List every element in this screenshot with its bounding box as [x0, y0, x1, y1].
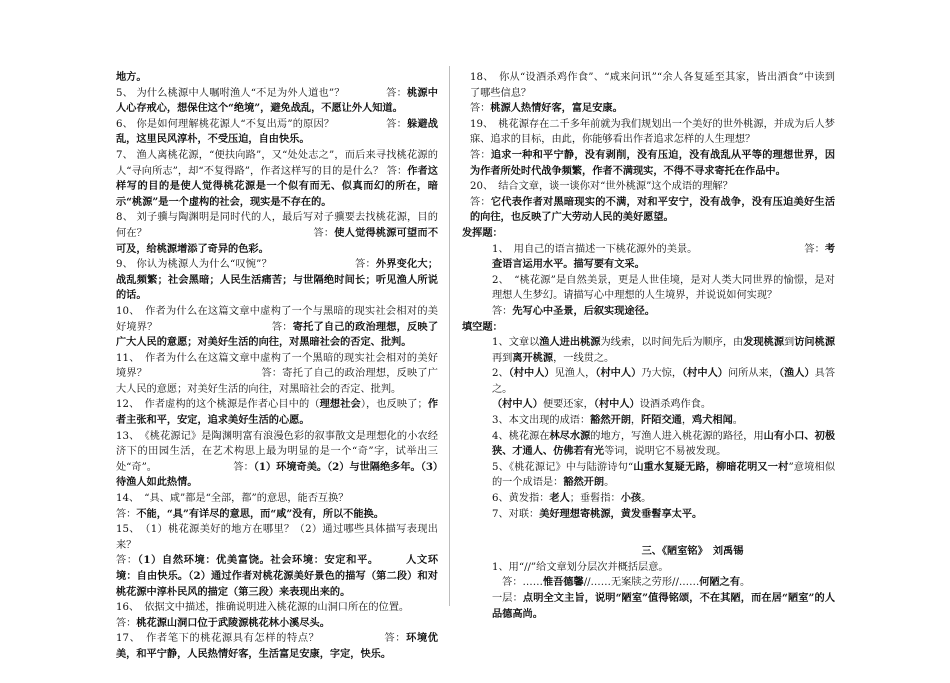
answer-text: 发现桃源 [743, 336, 785, 349]
question-text: 为线索，以时间先后为顺序，由 [600, 337, 744, 349]
question-text: ），也反映了； [360, 399, 428, 411]
question-item [470, 148, 835, 179]
question-text: 4、桃花源在 [492, 430, 550, 442]
answer-text: 山有小口、初极狭、才通人、仿佛若有光 [492, 429, 836, 458]
question-text: 答： [470, 149, 491, 161]
question-item [116, 522, 438, 553]
answer-text: 桃源人热情好客，富足安康。 [490, 102, 623, 115]
question-item [116, 148, 438, 210]
question-text: 答： [492, 305, 513, 317]
question-text: 。 [641, 493, 652, 505]
question-text: 答：…… [492, 577, 543, 589]
question-text: 。 [740, 577, 751, 589]
section-heading-fill: 填空题： [462, 320, 503, 333]
loushiming-item [470, 575, 835, 591]
answer-text: 桃花源山洞口位于武陵源桃花林小溪尽头。 [136, 616, 330, 629]
answer-text: 豁然开朗 [590, 414, 631, 427]
question-item [116, 631, 438, 662]
question-text: 12、 作者虚构的这个桃源是作者心目中的（ [116, 399, 320, 411]
develop-item [470, 273, 835, 304]
question-text: 便要还家， [542, 399, 594, 411]
question-text: 具答之。 [492, 368, 836, 395]
column-divider [449, 66, 450, 606]
answer-text: 渔人进出桃源 [539, 336, 601, 349]
question-item [116, 70, 438, 86]
answer-text: 理想社会 [319, 398, 361, 411]
answer-text: （1）环境奇美。（2）与世隔绝多年。（3）待渔人如此热情。 [116, 460, 439, 489]
fill-item [470, 429, 835, 460]
question-item [116, 553, 438, 600]
question-text: 。 [604, 477, 615, 489]
question-text: ”意境相似的一个成语是： [492, 461, 836, 489]
question-text: 6、黄发指： [492, 493, 550, 505]
answer-text: （1）自然环境：优美富饶。社会环境：安定和平。 人文环境：自由快乐。（2）通过作者对桃花源美好景色的描写（第二段）和对桃花源中淳朴民风的描定（第三段）来表现出来的。 [116, 554, 439, 598]
question-text: 等词，说明它不易被发现。 [604, 446, 727, 458]
answer-text: 寄托了自己的政治理想，反映了广大人民的意愿；对美好生活的向往，对黑暗社会的否定、批判。 [116, 320, 439, 349]
question-text: 6、 你是如何理解桃花源人“不复出焉”的原因？ 答： [116, 118, 408, 130]
answer-text: 山重水复疑无路，柳暗花明又一村 [633, 460, 789, 473]
question-text: 再到 [492, 352, 513, 364]
question-text: 18、 你从“设酒杀鸡作食”、“咸来问讯”“余人各复延至其家，皆出酒食”中读到了哪些信息？ [470, 72, 835, 99]
answer-text: 鸡犬相闻 [692, 414, 733, 427]
question-item [116, 257, 438, 304]
left-column [116, 70, 438, 663]
answer-text: 阡陌交通 [641, 414, 682, 427]
question-item [116, 210, 438, 257]
question-text: 答： [116, 508, 137, 520]
answer-text: 外界变化大；战乱频繁；社会黑暗；人民生活痛苦；与世隔绝时间长；听见渔人所说的话。 [116, 258, 439, 302]
answer-text: 环境优美，和平宁静，人民热情好客，生活富足安康，字定，快乐。 [116, 632, 438, 660]
question-item [470, 179, 835, 195]
answer-text: 追求一种和平宁静，没有剥削，没有压迫，没有战乱从平等的理想世界，因为作者所处时代战争频繁，作者不满现实，不得不寻求寄托在作品中。 [470, 148, 836, 177]
answer-text: （村中人） [508, 367, 555, 380]
question-item [116, 397, 438, 428]
answer-text: （渔人） [778, 367, 815, 380]
question-text: 1、用“//”给文章划分层次并概括层意。 [492, 561, 669, 573]
question-text: 答： [470, 196, 491, 208]
fill-item [470, 366, 835, 397]
question-item [116, 429, 438, 491]
question-text: 乃大惊， [641, 368, 683, 380]
answer-text: 它代表作者对黑暗现实的不满，对和平安宁，没有战争，没有压迫美好生活的向往，也反映了广大劳动人民的美好愿望。 [470, 195, 836, 224]
question-text: 17、 作者笔下的桃花源具有怎样的特点？ 答： [116, 633, 407, 645]
question-text: 见渔人， [554, 368, 596, 380]
fill-item [470, 491, 835, 507]
question-text: ， [630, 415, 642, 427]
answer-text: （村中人） [593, 398, 640, 411]
answer-text: 点明全文主旨，说明“陋室”值得铭颂，不在其陋，而在居“陋室”的人品德高尚。 [492, 592, 836, 620]
answer-text: 考查语言运用水平。描写要有文采。 [492, 242, 835, 271]
question-text: //……无案牍之劳形//…… [583, 577, 700, 589]
question-text: 2、 “桃花源”是自然美景，更是人世佳境，是对人类大同世界的愉憬，是对理想人生梦幻。请描写心中理想的人生境界，并说说如何实现？ [492, 274, 835, 302]
fill-item [470, 413, 835, 429]
question-text: 13、 《桃花源记》是陶渊明富有浪漫色彩的叙事散文是理想化的小农经济下的田园生活，在艺术构思上最为明显的是一个“奇”字，试举出三处“奇”。 答： [116, 430, 438, 473]
question-text: ，一线贯之。 [553, 352, 615, 364]
answer-text: 小孩 [620, 492, 642, 505]
fill-item [470, 335, 835, 366]
question-text: 7、 渔人离桃花源，“便扶向路”，又“处处志之”，而后来寻找桃花源的人“寻向所志”，却“不复得路”，作者这样写的目的是什么？ 答： [116, 149, 438, 177]
loushiming-item [470, 560, 835, 576]
fill-item [470, 397, 835, 413]
question-text: ；垂髫指： [569, 493, 621, 505]
question-text: 15、 （1）桃花源美好的地方在哪里？（2）通过哪些具体描写表现出来？ [116, 524, 438, 551]
question-text: 19、 桃花源存在二千多年前就为我们规划出一个美好的世外桃源，并成为后人梦寐、追求的目标，由此，你能够看出作者追求怎样的人生理想？ [470, 118, 835, 146]
question-item [116, 351, 438, 398]
question-item [116, 86, 438, 117]
develop-item [470, 304, 835, 320]
question-text: 3、本文出现的成语： [492, 415, 591, 427]
question-text: 的地方，写渔人进入桃花源的路径，用 [590, 430, 764, 442]
answer-text: 先写心中圣景，后叙实现途径。 [512, 304, 655, 317]
answer-text: 地方。 [116, 71, 147, 83]
question-text: 。 [732, 415, 743, 427]
question-text: 1、文章以 [492, 337, 540, 349]
question-text: 16、 依据文中描述，推确说明进入桃花源的山洞口所在的位置。 [116, 602, 410, 614]
question-item [116, 600, 438, 616]
fill-item [470, 507, 835, 523]
question-text: 7、对联： [492, 508, 540, 520]
develop-item [470, 242, 835, 273]
answer-text: （村中人） [595, 367, 642, 380]
answer-text: 访问桃源 [794, 336, 836, 349]
answer-text: 惟吾德馨 [542, 576, 584, 589]
answer-text: 使人觉得桃源可望而不可及，给桃源增添了奇异的色彩。 [116, 226, 439, 255]
question-item [116, 616, 438, 632]
answer-text: 作者主张和平，安定，追求美好生活的心愿。 [116, 398, 439, 427]
question-text: 1、 用自己的语言描述一下桃花源外的美景。 答： [492, 243, 825, 255]
question-text: 5、《桃花源记》中与陆游诗句“ [492, 461, 634, 473]
answer-text: 桃源中人心存戒心，想保住这个“绝境”，避免战乱，不愿让外人知道。 [116, 86, 438, 115]
question-text: 2、 [492, 368, 509, 380]
loushiming-item [470, 591, 835, 622]
question-item [116, 304, 438, 351]
answer-text: （村中人） [682, 367, 728, 380]
fill-item [470, 460, 835, 491]
answer-text: 何陋之有 [699, 576, 741, 589]
question-text: 9、 你认为桃源人为什么“叹惋”？ 答： [116, 259, 376, 271]
question-text: 一层： [492, 593, 523, 604]
question-text: ， [681, 415, 693, 427]
question-item [470, 101, 835, 117]
question-text: 10、 作者为什么在这篇文章中虚构了一个与黑暗的现实社会相对的美好境界？ 答： [116, 305, 438, 333]
question-item [116, 507, 438, 523]
question-text: 20、 结合文章，谈一谈你对“世外桃源”这个成语的理解？ [470, 181, 733, 193]
question-text: 答： [116, 617, 137, 629]
question-text: 到 [784, 337, 795, 349]
right-column [462, 70, 836, 622]
question-text: 11、 作者为什么在这篇文章中虚构了一个黑暗的现实社会相对的美好境界？ 答：寄托了自己的政治理想，反映了广大人民的意愿；对美好生活的向往，对黑暗社会的否定、批判。 [116, 352, 438, 395]
question-text: 8、 刘子骥与陶渊明是同时代的人，最后写对子骥要去找桃花源，目的何在？ 答： [116, 212, 438, 239]
question-text: 14、 “具、咸”都是“全部，都”的意思，能否互换？ [116, 493, 349, 505]
question-item [470, 195, 835, 226]
question-text: 问所从来， [727, 368, 779, 380]
answer-text: 离开桃源 [512, 351, 554, 364]
question-text: 答： [116, 555, 138, 567]
question-text: 5、 为什么桃源中人嘱咐渔人“不足为外人道也”？ 答： [116, 87, 408, 99]
answer-text: 不能，“具”有详尽的意思，而“咸”没有，所以不能换。 [136, 507, 384, 520]
question-item [470, 70, 835, 101]
answer-text: 老人 [549, 492, 570, 505]
section-title-loushiming: 三、《陋室铭》 刘禹锡 [641, 545, 744, 558]
answer-text: 豁然开朗 [563, 476, 605, 489]
question-item [470, 117, 835, 148]
answer-text: 躲避战乱，这里民风淳朴，不受压迫，自由快乐。 [116, 117, 438, 146]
answer-text: 美好理想寄桃源，黄发垂髫享太平。 [539, 507, 703, 520]
question-item [116, 117, 438, 148]
answer-text: 林尽水源 [549, 429, 591, 442]
answer-text: （村中人） [492, 398, 543, 411]
question-text: 设酒杀鸡作食。 [639, 399, 712, 411]
question-text: 答： [470, 103, 491, 115]
answer-text: 作者这样写的目的是使人觉得桃花源是一个似有而无、似真而幻的所在，暗示“桃源”是一个虚构的社会，现实是不存在的。 [116, 164, 438, 208]
question-item [116, 491, 438, 507]
section-heading-develop: 发挥题： [462, 226, 503, 239]
